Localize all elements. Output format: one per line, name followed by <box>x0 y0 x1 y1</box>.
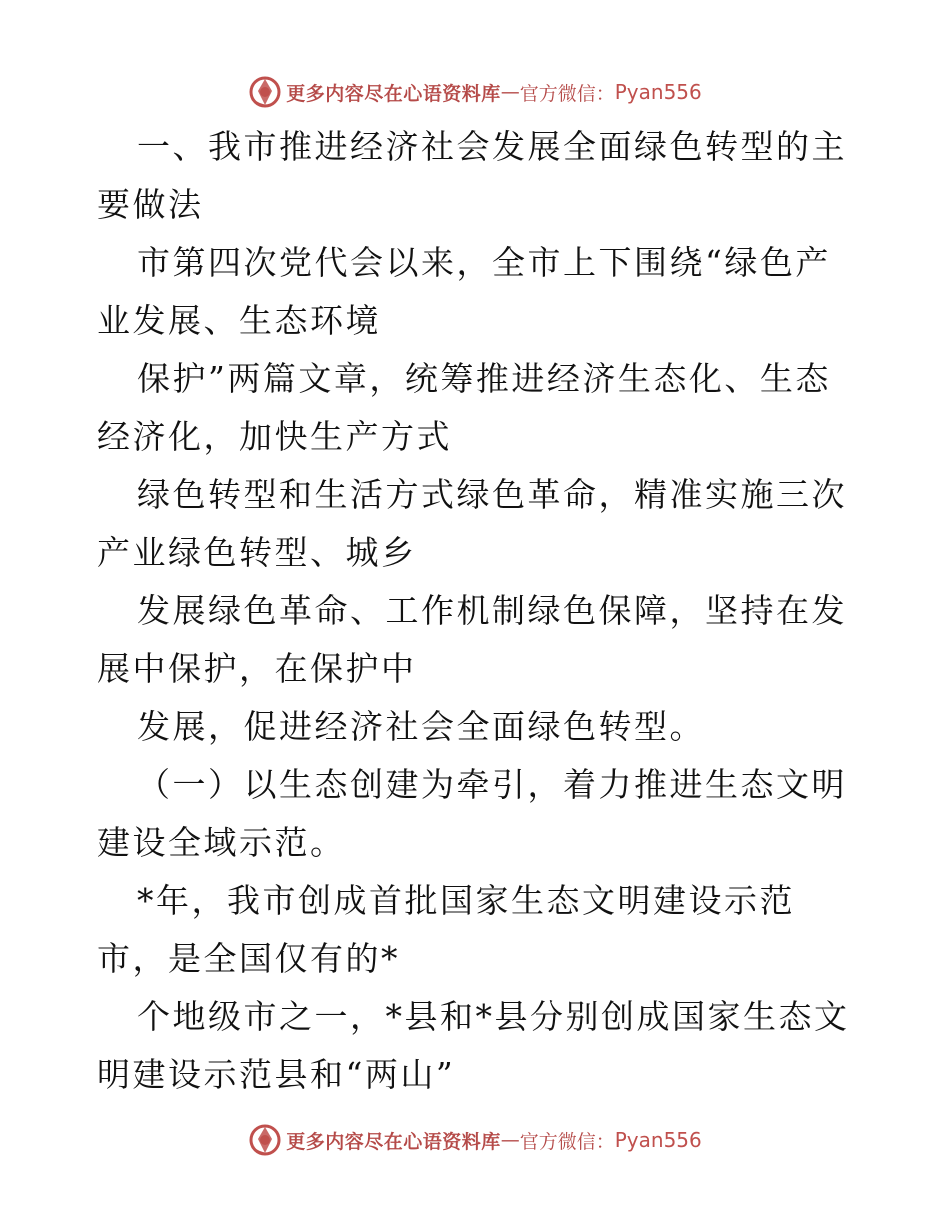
header-watermark-banner <box>0 70 950 114</box>
paragraph: 绿色转型和生活方式绿色革命，精准实施三次产业绿色转型、城乡 <box>97 475 847 572</box>
pen-nib-logo-icon <box>248 1123 282 1157</box>
paragraph: *年，我市创成首批国家生态文明建设示范市，是全国仅有的* <box>97 881 795 978</box>
footer-watermark-banner <box>0 1118 950 1162</box>
banner-separator: — <box>500 81 520 103</box>
paragraph: 市第四次党代会以来，全市上下围绕“绿色产业发展、生态环境 <box>97 243 831 340</box>
paragraph: 保护”两篇文章，统筹推进经济生态化、生态经济化，加快生产方式 <box>97 359 831 456</box>
banner-wechat-id: Pyan556 <box>614 1128 702 1152</box>
paragraph-heading: 一、我市推进经济社会发展全面绿色转型的主要做法 <box>97 127 847 224</box>
paragraph: 发展，促进经济社会全面绿色转型。 <box>137 707 705 746</box>
banner-sub-text: 官方微信： <box>519 1130 615 1153</box>
banner-sub-text: 官方微信： <box>519 82 615 105</box>
paragraph-subheading: （一）以生态创建为牵引，着力推进生态文明建设全域示范。 <box>97 765 847 862</box>
banner-separator: — <box>500 1129 520 1151</box>
pen-nib-logo-icon <box>248 75 282 109</box>
banner-main-text: 更多内容尽在心语资料库 <box>286 82 501 105</box>
paragraph: 发展绿色革命、工作机制绿色保障，坚持在发展中保护，在保护中 <box>97 591 847 688</box>
banner-main-text: 更多内容尽在心语资料库 <box>286 1130 501 1153</box>
banner-wechat-id: Pyan556 <box>614 80 702 104</box>
paragraph: 个地级市之一，*县和*县分别创成国家生态文明建设示范县和“两山” <box>97 997 850 1094</box>
document-body <box>97 118 853 1104</box>
